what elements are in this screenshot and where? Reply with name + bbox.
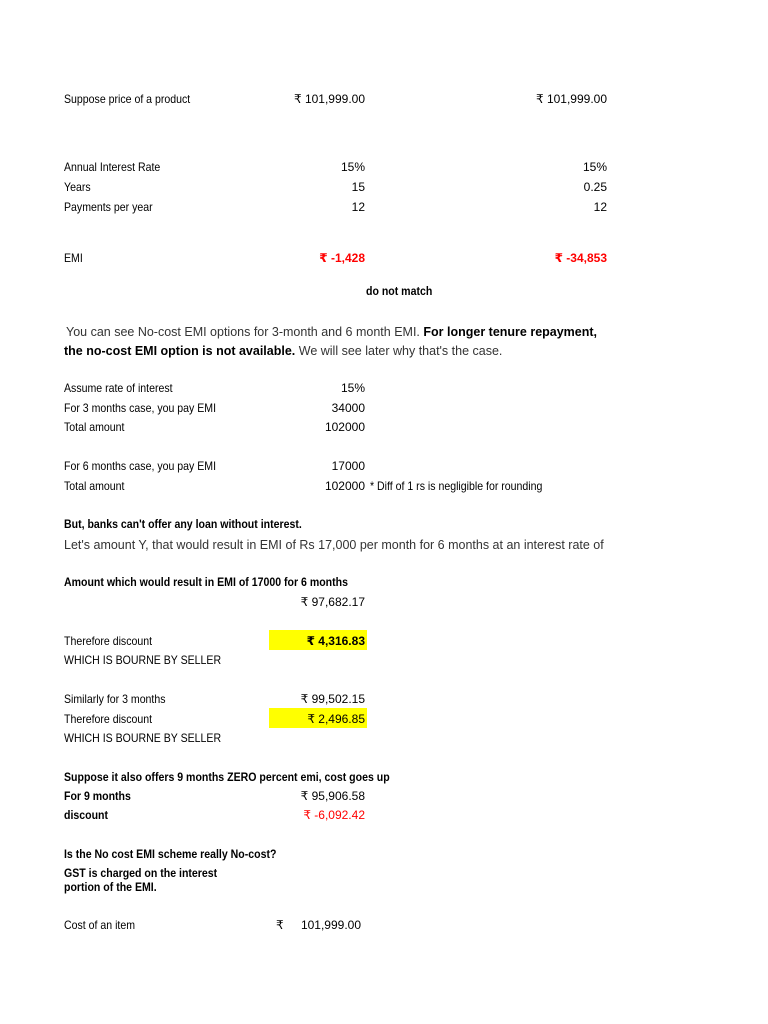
payments-value-a: 12	[351, 200, 365, 214]
three-month-total-label: Total amount	[64, 420, 125, 434]
emi-value-b: ₹ -34,853	[554, 251, 607, 265]
six-month-total-value: 102000	[324, 479, 365, 493]
paragraph-line-1	[66, 325, 597, 339]
paragraph-line-2	[64, 344, 502, 358]
mismatch-note: do not match	[366, 284, 433, 298]
similar-three-value: ₹ 99,502.15	[300, 692, 365, 706]
three-month-emi-value: 34000	[331, 401, 365, 415]
gst-note-line-1: GST is charged on the interest	[64, 866, 218, 880]
rate-label: Annual Interest Rate	[64, 160, 161, 174]
six-month-total-label: Total amount	[64, 479, 125, 493]
rounding-note: * Diff of 1 rs is negligible for rounding	[370, 479, 543, 493]
cost-value: 101,999.00	[300, 918, 361, 932]
six-month-emi-label: For 6 months case, you pay EMI	[64, 459, 217, 473]
emi-value-a: ₹ -1,428	[319, 251, 365, 265]
discount-six-borne: WHICH IS BOURNE BY SELLER	[64, 653, 222, 667]
nine-discount-value: ₹ -6,092.42	[303, 808, 365, 822]
paragraph-part-2: For longer tenure repayment,	[423, 325, 598, 339]
rate-value-a: 15%	[340, 160, 365, 174]
price-value-a: ₹ 101,999.00	[293, 92, 365, 106]
six-month-emi-value: 17000	[331, 459, 365, 473]
discount-three-label: Therefore discount	[64, 712, 153, 726]
discount-three-value: ₹ 2,496.85	[307, 712, 365, 726]
cost-label: Cost of an item	[64, 918, 136, 932]
price-value-b: ₹ 101,999.00	[535, 92, 607, 106]
banks-note: But, banks can't offer any loan without interest.	[64, 517, 302, 531]
nine-month-label: For 9 months	[64, 789, 131, 803]
paragraph-part-3: the no-cost EMI option is not available.	[64, 344, 296, 358]
similar-three-label: Similarly for 3 months	[64, 692, 166, 706]
assume-rate-value: 15%	[340, 381, 365, 395]
nine-month-heading: Suppose it also offers 9 months ZERO percent emi, cost goes up	[64, 770, 390, 784]
assume-rate-label: Assume rate of interest	[64, 381, 173, 395]
years-value-a: 15	[351, 180, 365, 194]
amount-heading: Amount which would result in EMI of 17000 for 6 months	[64, 575, 348, 589]
emi-label: EMI	[64, 251, 83, 265]
price-label: Suppose price of a product	[64, 92, 191, 106]
three-month-total-value: 102000	[324, 420, 365, 434]
payments-label: Payments per year	[64, 200, 153, 214]
amount-y-note: Let's amount Y, that would result in EMI of Rs 17,000 per month for 6 months at an interest rate of	[64, 538, 604, 552]
no-cost-question: Is the No cost EMI scheme really No-cost?	[64, 847, 277, 861]
discount-six-value: ₹ 4,316.83	[306, 634, 365, 648]
payments-value-b: 12	[593, 200, 607, 214]
discount-three-borne: WHICH IS BOURNE BY SELLER	[64, 731, 222, 745]
gst-note-line-2: portion of the EMI.	[64, 880, 157, 894]
paragraph-part-4: We will see later why that's the case.	[295, 344, 503, 358]
cost-currency: ₹	[276, 918, 284, 932]
discount-six-label: Therefore discount	[64, 634, 153, 648]
nine-month-value: ₹ 95,906.58	[300, 789, 365, 803]
years-value-b: 0.25	[583, 180, 607, 194]
paragraph-part-1: You can see No-cost EMI options for 3-month and 6 month EMI.	[66, 325, 424, 339]
nine-discount-label: discount	[64, 808, 108, 822]
years-label: Years	[64, 180, 91, 194]
three-month-emi-label: For 3 months case, you pay EMI	[64, 401, 217, 415]
amount-value: ₹ 97,682.17	[300, 595, 365, 609]
rate-value-b: 15%	[582, 160, 607, 174]
